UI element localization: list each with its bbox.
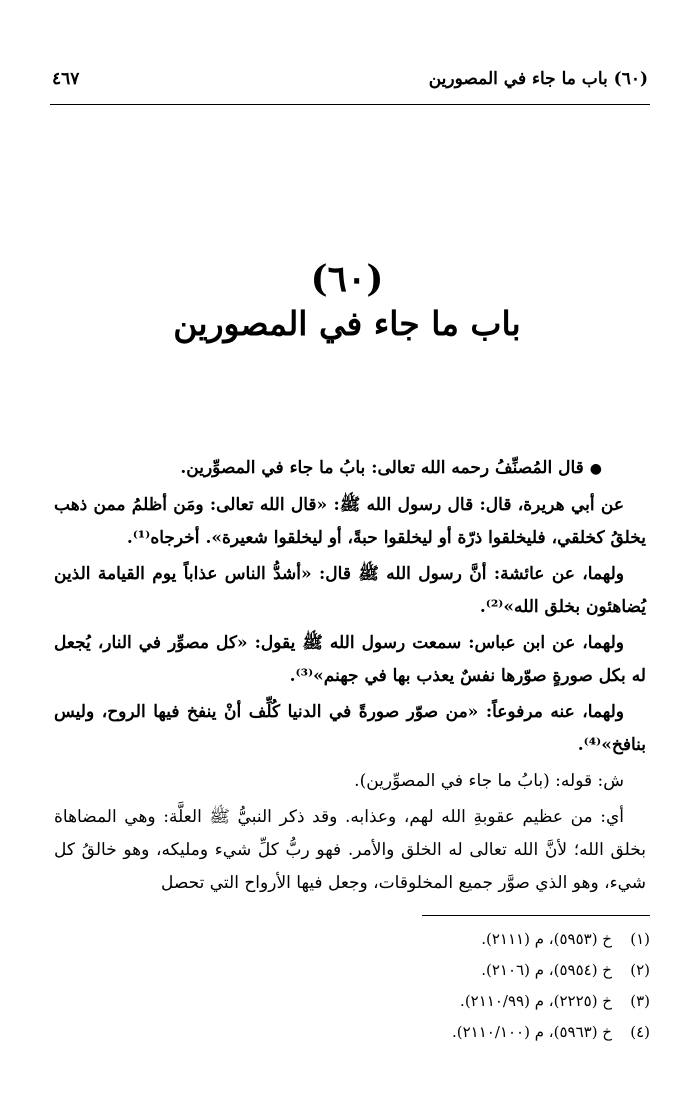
paragraph-commentary-heading: ش: قوله: (بابُ ما جاء في المصوِّرين). [354,771,624,791]
footnote-text: خ (٢٢٢٥)، م (٢١١٠/٩٩). [460,992,612,1010]
paragraph-commentary: أي: من عظيم عقوبةِ الله لهم، وعذابه. وقد ذكر النبيُّ ﷺ العلَّة: وهي المضاهاة بخلق الله؛ لأنَّ الله تعالى له الخلق والأمر. فهو ربُّ كلِّ شيء ومليكه، وهو خالقُ كل شيء، وهو الذي صوَّر جميع المخلوقات، وجعل فيها الأرواح التي تحصل [54,807,646,893]
footnote-number: (٢) [630,961,650,979]
footnote-number: (١) [630,930,650,948]
bullet-icon: ● [589,461,602,477]
footnote [200,986,650,1017]
footnote-text: خ (٥٩٥٤)، م (٢١٠٦). [481,961,612,979]
paragraph-hadith-1: عن أبي هريرة، قال: قال رسول الله ﷺ: «قال الله تعالى: ومَن أظلمُ ممن ذهب يخلقُ كخلقي، فليخلقوا ذرّة أو ليخلقوا حبةً، أو ليخلقوا شعيرة». أخرجاه⁽¹⁾. [54,495,646,548]
footnote-text: خ (٥٩٥٣)، م (٢١١١). [481,930,612,948]
header-rule [50,104,650,105]
footnote [200,955,650,986]
footnote [200,924,650,955]
chapter-title: باب ما جاء في المصورين [173,304,521,343]
header-chapter-heading: (٦٠) باب ما جاء في المصورين [428,69,648,89]
footnote-text: خ (٥٩٦٣)، م (٢١١٠/١٠٠). [452,1023,612,1041]
paragraph-hadith-2: ولهما، عن عائشة: أنَّ رسول الله ﷺ قال: «أشدُّ الناس عذاباً يوم القيامة الذين يُضاهئون بخلق الله»⁽²⁾. [54,564,646,617]
paragraph-hadith-3: ولهما، عن ابن عباس: سمعت رسول الله ﷺ يقول: «كل مصوِّر في النار، يُجعل له بكل صورةٍ صوّرها نفسٌ يعذب بها في جهنم»⁽³⁾. [54,633,646,686]
footnote-rule [422,915,650,916]
paragraph-hadith-4: ولهما، عنه مرفوعاً: «من صوّر صورةً في الدنيا كُلِّف أنْ ينفخ فيها الروح، وليس بنافخ»⁽⁴⁾. [54,702,646,755]
footnote [200,1017,650,1048]
chapter-number: (٦٠) [310,258,384,300]
footnote-number: (٤) [630,1023,650,1041]
header-page-number: ٤٦٧ [52,69,80,89]
footnote-number: (٣) [630,992,650,1010]
running-header [52,64,648,94]
footnotes [200,924,650,1048]
paragraph-author-statement: ●قال المُصنِّفُ رحمه الله تعالى: بابُ ما جاء في المصوِّرين. [54,452,646,486]
body-text [54,452,646,903]
